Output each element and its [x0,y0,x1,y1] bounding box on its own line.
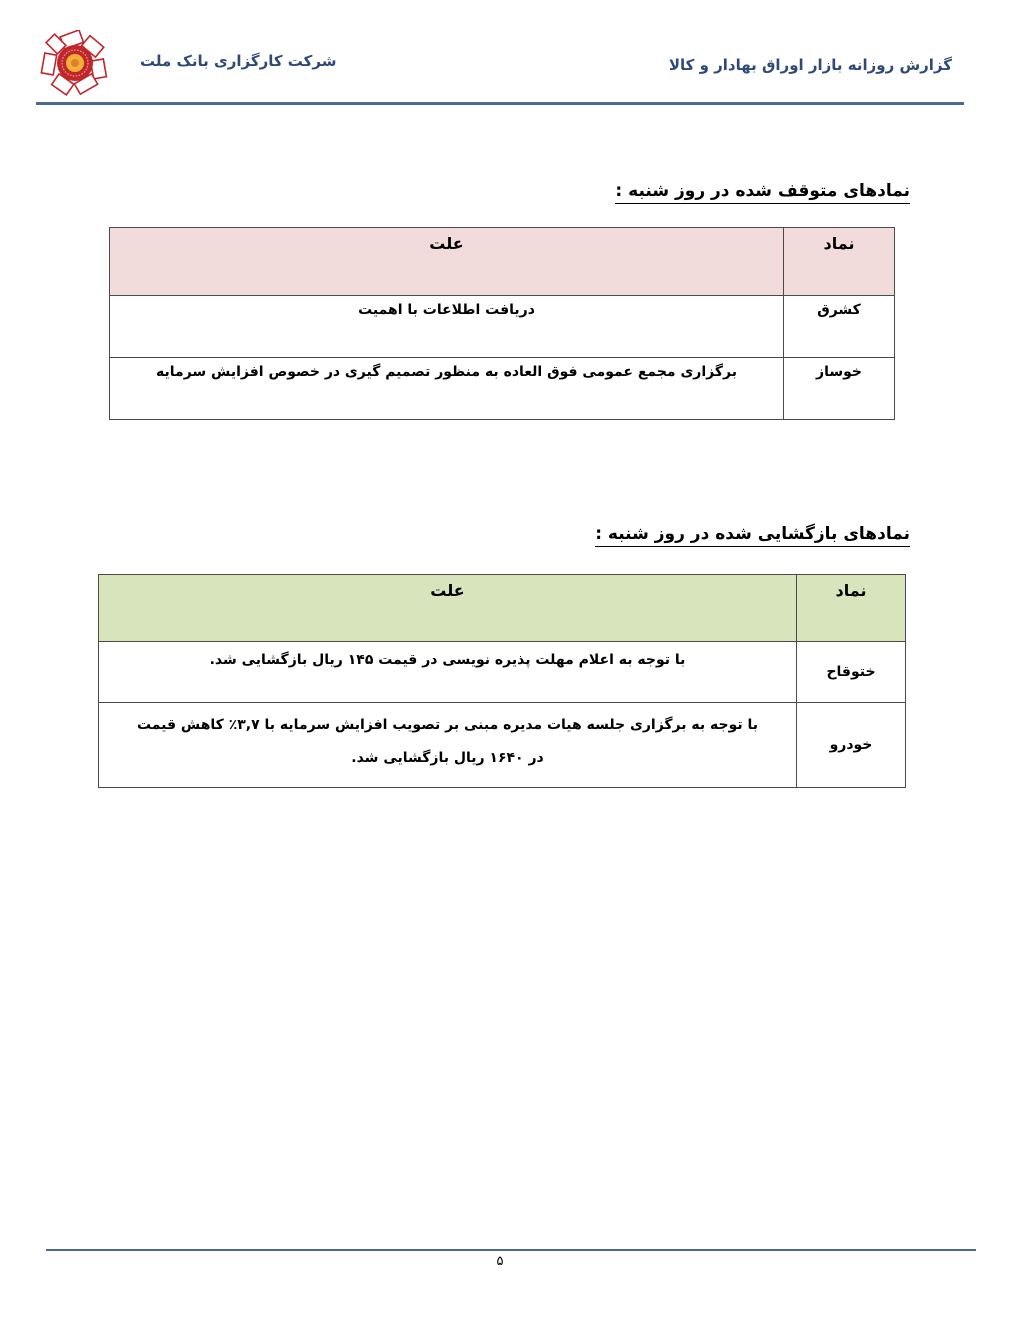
header-divider [36,102,964,105]
reason-column-header: علت [110,228,784,296]
reopened-symbols-table [98,574,906,788]
table-row [110,296,895,358]
symbol-cell: ختوقاح [797,642,906,703]
symbol-cell: خودرو [797,703,906,788]
reason-cell [99,703,797,788]
page-number: ۵ [496,1254,504,1269]
symbol-cell: خوساز [784,358,895,420]
halted-section-title: نمادهای متوقف شده در روز شنبه : [615,180,910,204]
reason-line: با توجه به اعلام مهلت پذیره نویسی در قیمت ۱۴۵ ریال بازگشایی شد. [209,652,686,668]
table-header-row [99,575,906,642]
reason-column-header: علت [99,575,797,642]
symbol-cell: کشرق [784,296,895,358]
report-title: گزارش روزانه بازار اوراق بهادار و کالا [668,56,952,74]
reason-line: با توجه به برگزاری جلسه هیات مدیره مبنی بر تصویب افزایش سرمایه با ۳,۷٪ کاهش قیمت [136,717,759,733]
bank-mellat-logo [40,30,110,96]
reopened-section-title: نمادهای بازگشایی شده در روز شنبه : [595,523,910,547]
halted-symbols-table [109,227,895,420]
reason-cell: دریافت اطلاعات با اهمیت [110,296,784,358]
reason-line: در ۱۶۴۰ ریال بازگشایی شد. [351,750,544,766]
table-row [99,703,906,788]
symbol-column-header: نماد [797,575,906,642]
table-row [110,358,895,420]
company-name: شرکت کارگزاری بانک ملت [140,52,337,70]
table-header-row [110,228,895,296]
reason-cell [99,642,797,703]
symbol-column-header: نماد [784,228,895,296]
reason-cell: برگزاری مجمع عمومی فوق العاده به منظور تصمیم گیری در خصوص افزایش سرمایه [110,358,784,420]
footer-divider [46,1249,976,1251]
table-row [99,642,906,703]
